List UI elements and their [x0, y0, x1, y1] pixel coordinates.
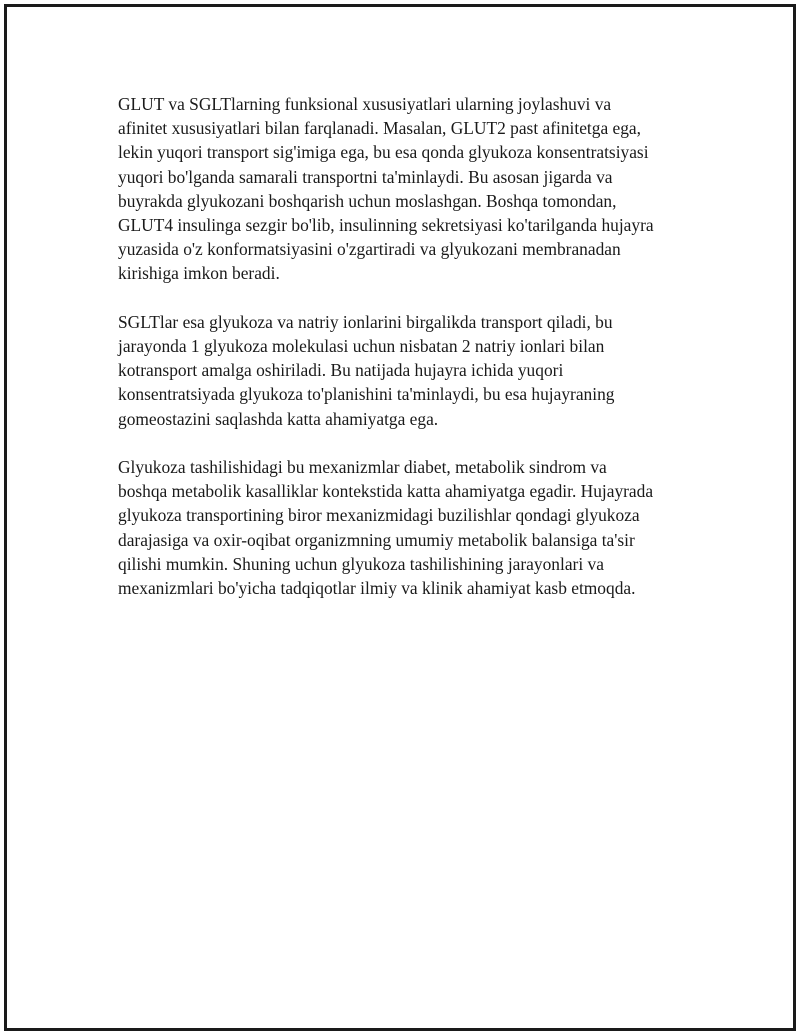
text-line: konsentratsiyada glyukoza to'planishini ta'minlaydi, bu esa hujayraning — [118, 384, 615, 405]
text-line: GLUT4 insulinga sezgir bo'lib, insulinning sekretsiyasi ko'tarilganda hujayra — [118, 215, 654, 236]
text-line: GLUT va SGLTlarning funksional xususiyatlari ularning joylashuvi va — [118, 94, 612, 114]
paragraph-2 — [118, 310, 698, 431]
text-line: kirishiga imkon beradi. — [118, 263, 280, 284]
text-line: glyukoza transportining biror mexanizmidagi buzilishlar qondagi glyukoza — [118, 505, 640, 526]
text-line: kotransport amalga oshiriladi. Bu natijada hujayra ichida yuqori — [118, 360, 564, 381]
text-line: gomeostazini saqlashda katta ahamiyatga ega. — [118, 408, 439, 429]
text-line: SGLTlar esa glyukoza va natriy ionlarini birgalikda transport qiladi, bu — [118, 311, 613, 332]
text-line: afinitet xususiyatlari bilan farqlanadi. Masalan, GLUT2 past afinitetga ega, — [118, 118, 641, 139]
text-line: Glyukoza tashilishidagi bu mexanizmlar diabet, metabolik sindrom va — [118, 457, 607, 478]
text-line: boshqa metabolik kasalliklar kontekstida katta ahamiyatga egadir. Hujayrada — [118, 481, 654, 502]
text-line: qilishi mumkin. Shuning uchun glyukoza tashilishining jarayonlari va — [118, 553, 604, 574]
text-line: lekin yuqori transport sig'imiga ega, bu esa qonda glyukoza konsentratsiyasi — [118, 142, 649, 163]
paragraph-3 — [118, 455, 698, 600]
paragraph-1 — [118, 92, 698, 286]
text-line: darajasiga va oxir-oqibat organizmning umumiy metabolik balansiga ta'sir — [118, 529, 635, 550]
text-line: buyrakda glyukozani boshqarish uchun moslashgan. Boshqa tomondan, — [118, 190, 617, 211]
text-line: jarayonda 1 glyukoza molekulasi uchun nisbatan 2 natriy ionlari bilan — [118, 336, 605, 357]
text-line: yuqori bo'lganda samarali transportni ta'minlaydi. Bu asosan jigarda va — [118, 166, 613, 187]
text-line: yuzasida o'z konformatsiyasini o'zgartiradi va glyukozani membranadan — [118, 239, 621, 260]
document-body — [118, 92, 698, 624]
text-line: mexanizmlari bo'yicha tadqiqotlar ilmiy va klinik ahamiyat kasb etmoqda. — [118, 578, 636, 599]
